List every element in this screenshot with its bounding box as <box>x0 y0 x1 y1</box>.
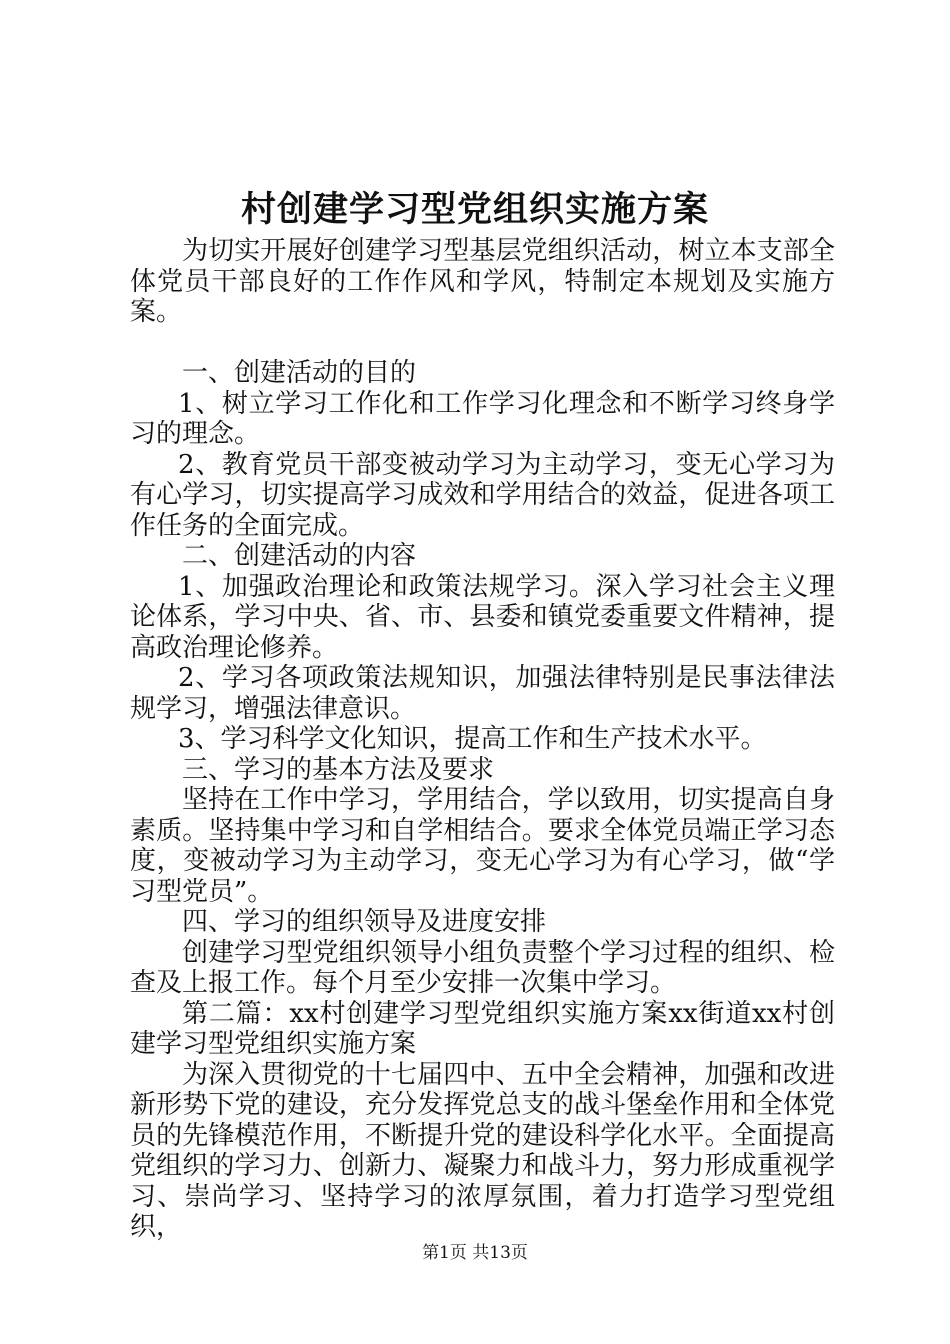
section-heading-1: 一、创建活动的目的 <box>182 358 417 388</box>
paragraph-gap <box>130 328 835 359</box>
section-heading-4: 四、学习的组织领导及进度安排 <box>182 907 547 937</box>
paragraph-item: 2、学习各项政策法规知识，加强法律特别是民事法律法规学习，增强法律意识。 <box>130 663 835 724</box>
second-article-title: 第二篇：xx村创建学习型党组织实施方案xx街道xx村创建学习型党组织实施方案 <box>130 998 835 1059</box>
paragraph-item: 3、学习科学文化知识，提高工作和生产技术水平。 <box>178 724 767 754</box>
paragraph-item: 1、加强政治理论和政策法规学习。深入学习社会主义理论体系，学习中央、省、市、县委和镇党委重要文件精神，提高政治理论修养。 <box>130 571 835 663</box>
document-body <box>130 236 835 1243</box>
paragraph-item: 坚持在工作中学习，学用结合，学以致用，切实提高自身素质。坚持集中学习和自学相结合。要求全体党员端正学习态度，变被动学习为主动学习，变无心学习为有心学习，做“学习型党员”。 <box>130 785 835 907</box>
intro-paragraph: 为切实开展好创建学习型基层党组织活动，树立本支部全体党员干部良好的工作作风和学风，特制定本规划及实施方案。 <box>130 236 835 327</box>
section-heading-3: 三、学习的基本方法及要求 <box>182 754 495 785</box>
page-number-footer: 第1页 共13页 <box>422 1243 528 1263</box>
paragraph-item: 为深入贯彻党的十七届四中、五中全会精神，加强和改进新形势下党的建设，充分发挥党总支的战斗堡垒作用和全体党员的先锋模范作用，不断提升党的建设科学化水平。全面提高党组织的学习力、创新力、凝聚力和战斗力，努力形成重视学习、崇尚学习、坚持学习的浓厚氛围，着力打造学习型党组织， <box>130 1059 835 1242</box>
paragraph-item: 2、教育党员干部变被动学习为主动学习，变无心学习为有心学习，切实提高学习成效和学用结合的效益，促进各项工作任务的全面完成。 <box>130 449 835 541</box>
paragraph-item: 1、树立学习工作化和工作学习化理念和不断学习终身学习的理念。 <box>130 388 835 449</box>
paragraph-item: 创建学习型党组织领导小组负责整个学习过程的组织、检查及上报工作。每个月至少安排一次集中学习。 <box>130 937 835 998</box>
document-title: 村创建学习型党组织实施方案 <box>240 189 709 230</box>
section-heading-2: 二、创建活动的内容 <box>182 541 417 571</box>
